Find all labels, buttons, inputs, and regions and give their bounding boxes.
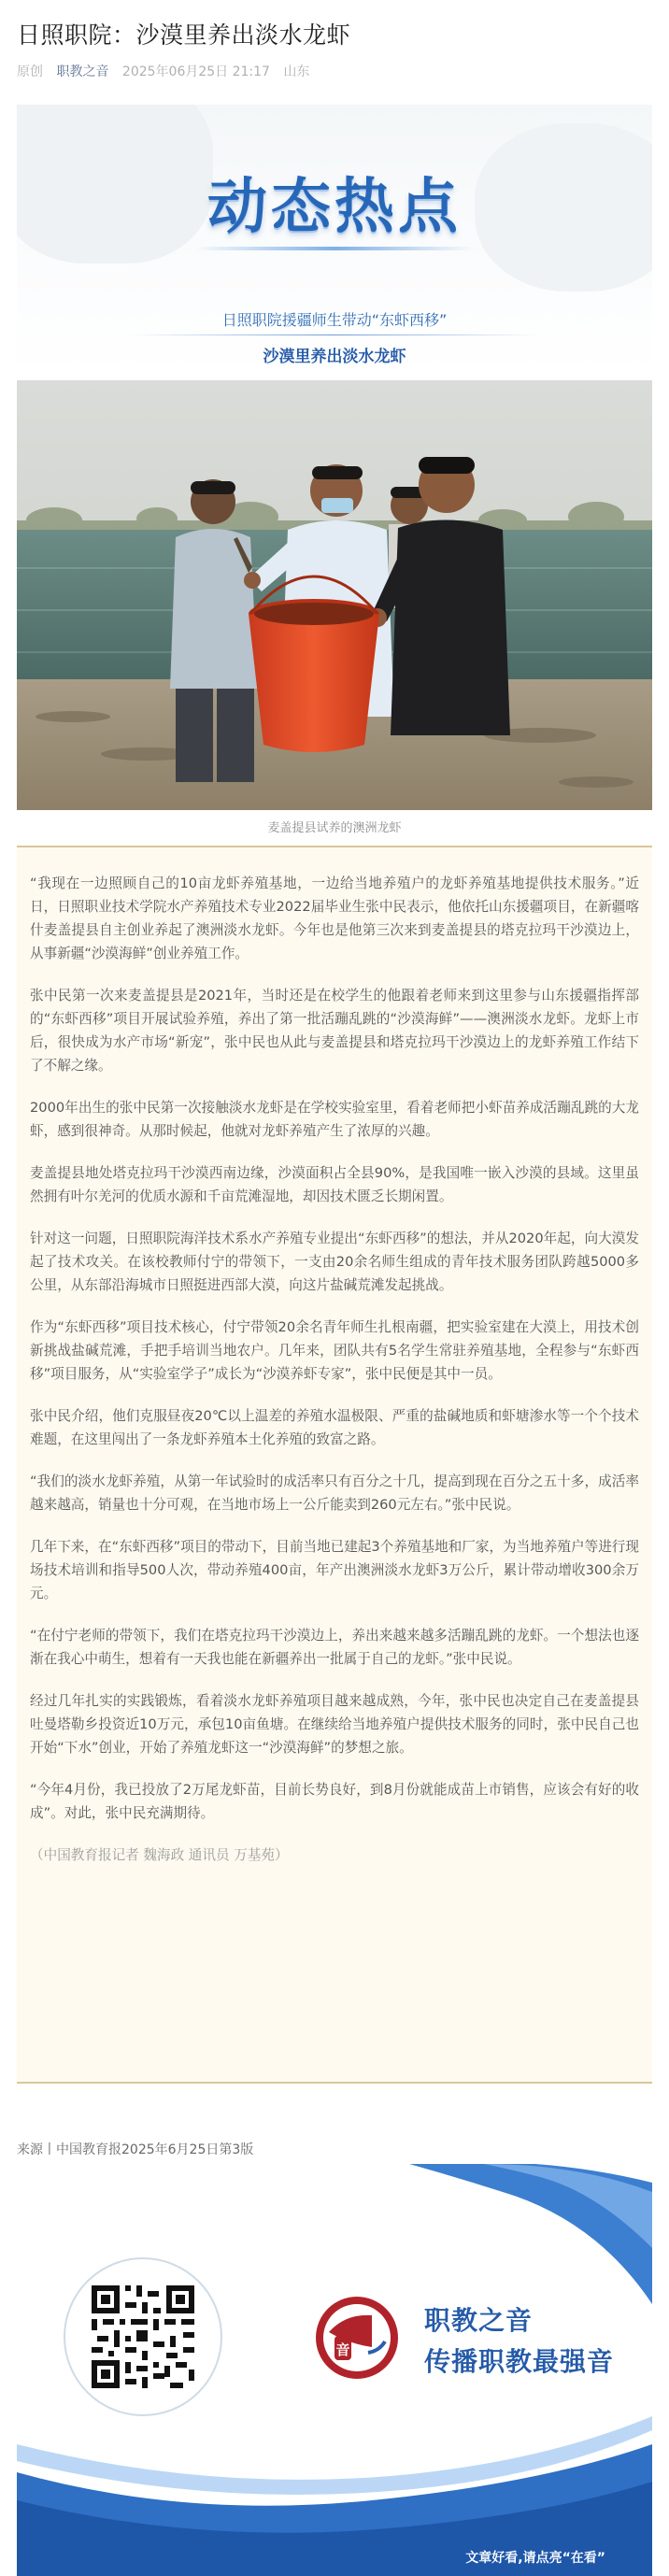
- banner-subtitle: 日照职院援疆师生带动“东虾西移”: [221, 311, 448, 329]
- publish-datetime: 2025年06月25日 21:17: [121, 64, 270, 79]
- article-paragraph: 张中民第一次来麦盖提县是2021年，当时还是在校学生的他跟着老师来到这里参与山东援疆指挥部的“东虾西移”项目开展试验养殖，养出了第一批活蹦乱跳的“沙漠海鲜”——澳洲淡水龙虾。龙虾上市后，很快成为水产市场“新宠”，张中民也从此与麦盖提县和塔克拉玛干沙漠边上的龙虾养殖工作结下了不解之缘。: [30, 988, 639, 1074]
- article-paragraph: 张中民介绍，他们克服昼夜20℃以上温差的养殖水温极限、严重的盐碱地质和虾塘渗水等一个个技术难题，在这里闯出了一条龙虾养殖本土化养殖的致富之路。: [30, 1408, 639, 1447]
- article-body: [17, 846, 652, 2084]
- article-paragraph: “在付宁老师的带领下，我们在塔克拉玛干沙漠边上，养出来越来越多活蹦乱跳的龙虾。一个想法也逐渐在我心中萌生，想着有一天我也能在新疆养出一批属于自己的龙虾。”张中民说。: [30, 1628, 639, 1667]
- account-tagline: 传播职教最强音: [424, 2346, 615, 2377]
- hot-news-banner: [17, 105, 652, 376]
- banner-divider: [129, 334, 540, 335]
- qr-code[interactable]: [64, 2257, 222, 2416]
- chevron-down-icon: [605, 2553, 619, 2563]
- original-tag: 原创: [17, 64, 43, 79]
- article-paragraph: 作为“东虾西移”项目技术核心，付宁带领20余名青年师生扎根南疆，把实验室建在大漠上，用技术创新挑战盐碱荒滩，手把手培训当地农户。几年来，团队共有5名学生常驻养殖基地，全程参与“东虾西移”项目服务，从“实验室学子”成长为“沙漠养虾专家”，张中民便是其中一员。: [30, 1319, 639, 1382]
- account-logo: [314, 2295, 400, 2381]
- article-paragraph: 麦盖提县地处塔克拉玛干沙漠西南边缘，沙漠面积占全县90%，是我国唯一嵌入沙漠的县域。这里虽然拥有叶尔羌河的优质水源和千亩荒滩湿地，却因技术匮乏长期闲置。: [30, 1165, 639, 1204]
- article-title: 日照职院：沙漠里养出淡水龙虾: [17, 21, 351, 49]
- banner-subtitle-2: 沙漠里养出淡水龙虾: [263, 348, 406, 366]
- photo-caption: 麦盖提县试养的澳洲龙虾: [267, 821, 402, 835]
- article-paragraph: “我们的淡水龙虾养殖，从第一年试验时的成活率只有百分之十几，提高到现在百分之五十多，成活率越来越高，销量也十分可观，在当地市场上一公斤能卖到260元左右。”张中民说。: [30, 1473, 639, 1513]
- article-meta: [17, 62, 319, 80]
- article-paragraph: “今年4月份，我已投放了2万尾龙虾苗，目前长势良好，到8月份就能成苗上市销售，应该会有好的收成”。对此，张中民充满期待。: [30, 1782, 639, 1821]
- publish-location: 山东: [283, 64, 310, 79]
- chevron-down-icon: [635, 2553, 648, 2563]
- megaphone-logo-icon: [314, 2295, 400, 2381]
- account-name-slogan: 职教之音: [424, 2305, 534, 2336]
- svg-text:音: 音: [335, 2341, 350, 2358]
- like-prompt: 文章好看,请点亮“在看”: [465, 2551, 605, 2566]
- qr-code-icon: [64, 2257, 222, 2416]
- author-signature: （中国教育报记者 魏海政 通讯员 万基苑）: [30, 1847, 289, 1863]
- banner-underline: [194, 247, 475, 250]
- article-paragraph: 2000年出生的张中民第一次接触淡水龙虾是在学校实验室里，看着老师把小虾苗养成活蹦乱跳的大龙虾，感到很神奇。从那时候起，他就对龙虾养殖产生了浓厚的兴趣。: [30, 1100, 639, 1139]
- banner-headline: 动态热点: [207, 173, 462, 242]
- account-footer-card: [17, 2164, 652, 2576]
- article-paragraph: 几年下来，在“东虾西移”项目的带动下，目前当地已建起3个养殖基地和厂家，为当地养殖户等进行现场技术培训和指导500人次，带动养殖400亩，年产出澳洲淡水龙虾3万公斤，累计带动增收300余万元。: [30, 1539, 639, 1601]
- account-name-link[interactable]: 职教之音: [56, 64, 109, 79]
- article-paragraph: 经过几年扎实的实践锻炼，看着淡水龙虾养殖项目越来越成熟，今年，张中民也决定自己在麦盖提县吐曼塔勒乡投资近10万元，承包10亩鱼塘。在继续给当地养殖户提供技术服务的同时，张中民自己也开始“下水”创业，开始了养殖龙虾这一“沙漠海鲜”的梦想之旅。: [30, 1693, 639, 1756]
- article-paragraph: 针对这一问题，日照职院海洋技术系水产养殖专业提出“东虾西移”的想法，并从2020年起，向大漠发起了技术攻关。在该校教师付宁的带领下，一支由20余名师生组成的青年技术服务团队跨越5000多公里，从东部沿海城市日照挺进西部大漠，向这片盐碱荒滩发起挑战。: [30, 1231, 639, 1293]
- crayfish-farm-photo: [17, 380, 652, 810]
- article-paragraph: “我现在一边照顾自己的10亩龙虾养殖基地，一边给当地养殖户的龙虾养殖基地提供技术服务。”近日，日照职业技术学院水产养殖技术专业2022届毕业生张中民表示，他依托山东援疆项目，在新疆喀什麦盖提县自主创业养起了澳洲淡水龙虾。今年也是他第三次来到麦盖提县的塔克拉玛干沙漠边上，从事新疆“沙漠海鲜”创业养殖工作。: [30, 875, 639, 961]
- chevron-down-icon: [620, 2553, 633, 2563]
- article-photo: [17, 380, 652, 810]
- source-note: 来源丨中国教育报2025年6月25日第3版: [17, 2142, 254, 2157]
